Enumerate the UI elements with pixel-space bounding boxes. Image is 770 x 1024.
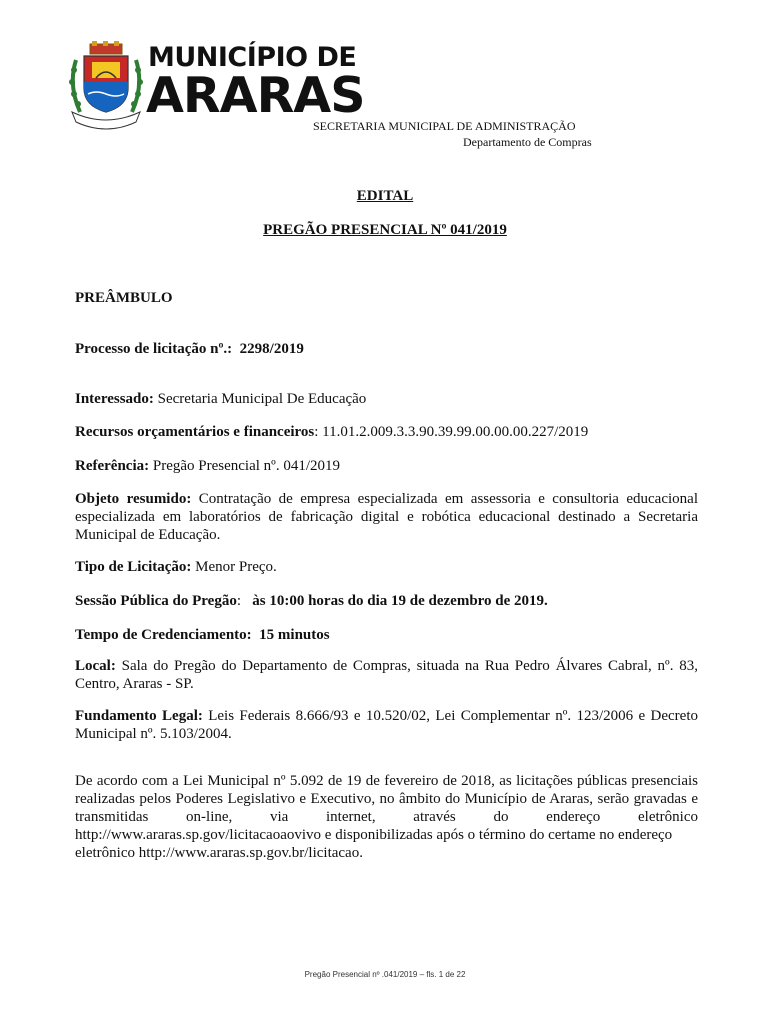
fundamento-label: Fundamento Legal: (75, 708, 203, 724)
processo-line (75, 340, 698, 358)
municipality-logo (66, 40, 365, 130)
interessado-label: Interessado: (75, 391, 154, 407)
credenciamento-label: Tempo de Credenciamento: (75, 627, 252, 643)
gravacao-paragraph-part2: http://www.araras.sp.gov/licitacaoaovivo e disponibilizadas após o término do certame no endereço eletrônico http://www.araras.sp.gov.br/licitacao. (75, 827, 673, 861)
tipo-value: Menor Preço. (191, 559, 277, 575)
local-value: Sala do Pregão do Departamento de Compras, situada na Rua Pedro Álvares Cabral, nº. 83, Centro, Araras - SP. (75, 658, 698, 692)
recursos-value: : 11.01.2.009.3.3.90.39.99.00.00.00.227/2019 (314, 424, 589, 440)
credenciamento-line (75, 626, 698, 644)
gravacao-paragraph-part1: De acordo com a Lei Municipal nº 5.092 de 19 de fevereiro de 2018, as licitações públicas presenciais realizadas pelos Poderes Legislativo e Executivo, no âmbito do Município de Araras, serão gravadas e transmitidas on-line, via internet, através do endereço eletrônico (75, 773, 698, 825)
interessado-line (75, 390, 698, 408)
objeto-label: Objeto resumido: (75, 491, 192, 507)
objeto-paragraph (75, 490, 698, 544)
header-departamento: Departamento de Compras (463, 135, 592, 149)
local-paragraph (75, 657, 698, 693)
coat-of-arms-icon (66, 40, 146, 130)
local-label: Local: (75, 658, 116, 674)
sessao-line (75, 592, 698, 610)
referencia-value: Pregão Presencial nº. 041/2019 (149, 458, 340, 474)
referencia-label: Referência: (75, 458, 150, 474)
page-footer: Pregão Presencial nº .041/2019 – fls. 1 de 22 (304, 970, 466, 979)
processo-value: 2298/2019 (239, 341, 304, 357)
processo-label: Processo de licitação nº.: (75, 341, 233, 357)
logo-title-line1: MUNICÍPIO DE (148, 42, 357, 73)
referencia-line (75, 457, 698, 475)
fundamento-paragraph (75, 707, 698, 743)
recursos-label: Recursos orçamentários e financeiros (75, 424, 315, 440)
tipo-line (75, 558, 698, 576)
logo-title-line2: ARARAS (146, 67, 365, 124)
objeto-value: Contratação de empresa especializada em assessoria e consultoria educacional especializada em laboratórios de fabricação digital e robótica educacional destinado a Secretaria Municipal de Educação. (75, 491, 698, 543)
pregao-title: PREGÃO PRESENCIAL Nº 041/2019 (263, 222, 507, 238)
tipo-label: Tipo de Licitação: (75, 559, 192, 575)
interessado-value: Secretaria Municipal De Educação (153, 391, 367, 407)
credenciamento-value: 15 minutos (259, 627, 330, 643)
sessao-label: Sessão Pública do Pregão (75, 593, 237, 609)
header-secretaria: SECRETARIA MUNICIPAL DE ADMINISTRAÇÃO (313, 119, 576, 133)
recursos-line (75, 423, 698, 441)
preambulo-heading: PREÂMBULO (75, 290, 173, 306)
sessao-sep: : (236, 593, 241, 609)
sessao-value: às 10:00 horas do dia 19 de dezembro de 2019. (252, 593, 548, 609)
fundamento-value: Leis Federais 8.666/93 e 10.520/02, Lei Complementar nº. 123/2006 e Decreto Municipal nº. 5.103/2004. (75, 708, 698, 742)
edital-title: EDITAL (356, 188, 414, 204)
